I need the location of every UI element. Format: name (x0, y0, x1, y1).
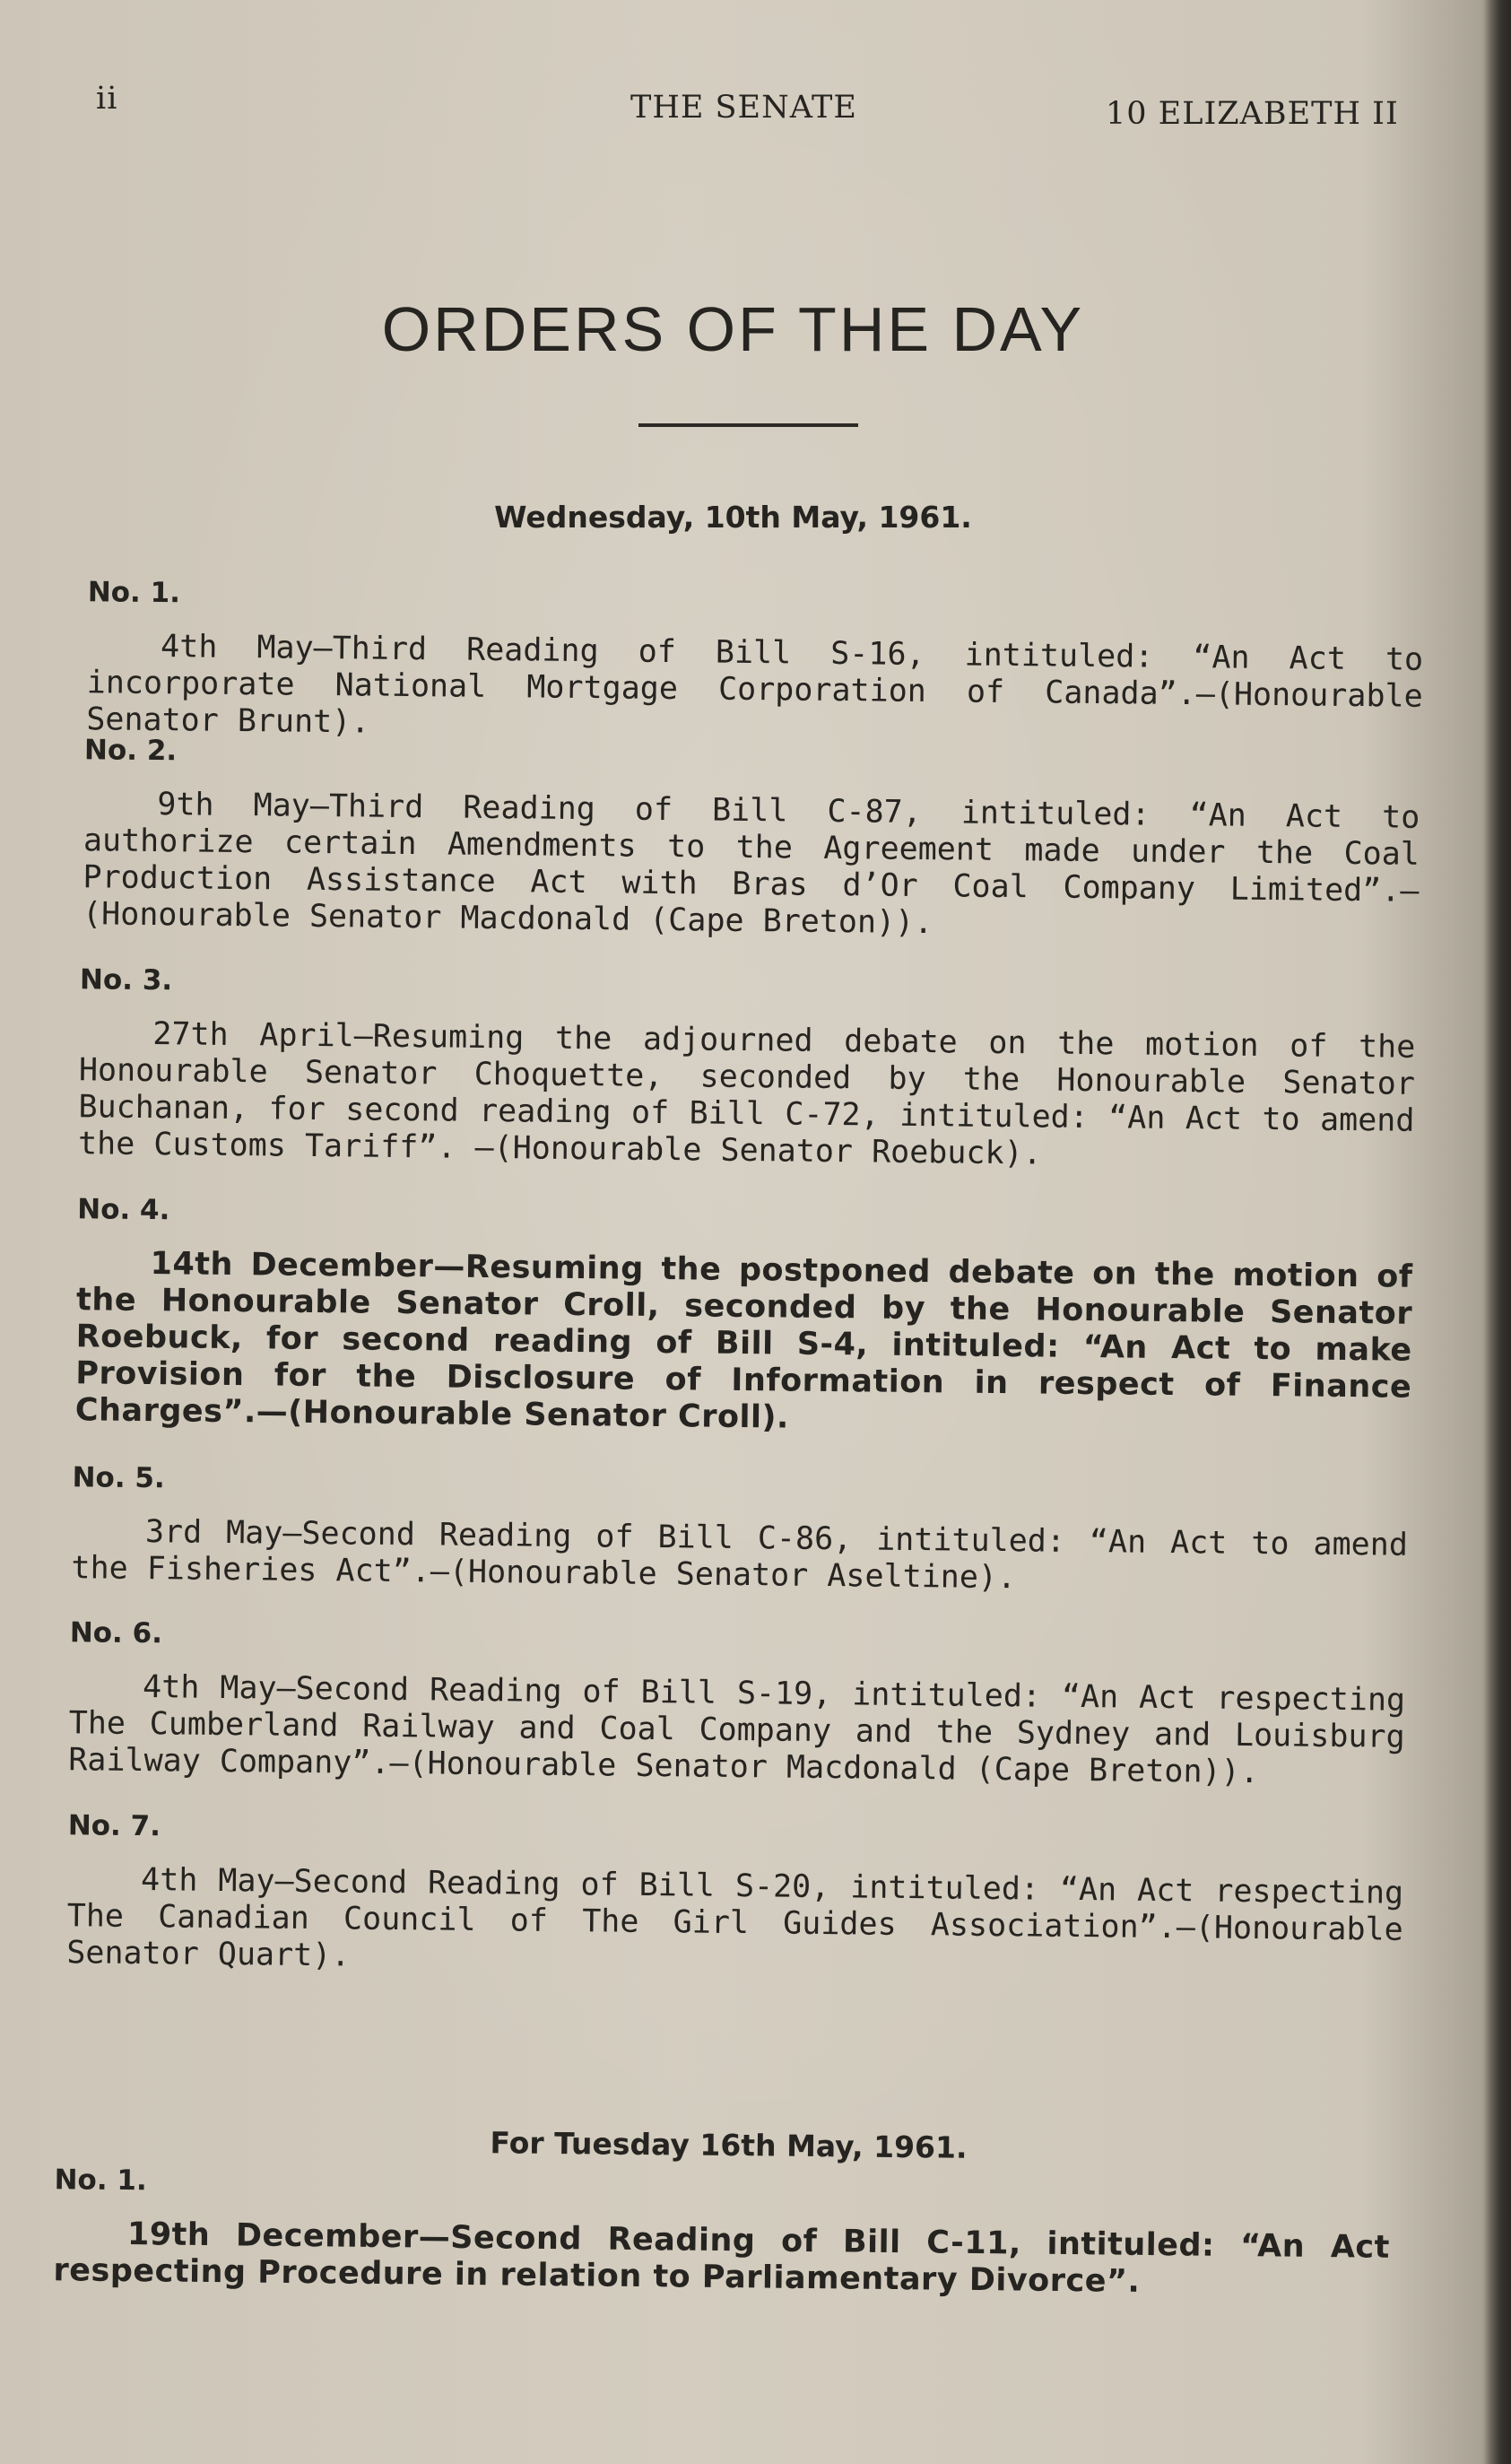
order-number: No. 5. (72, 1461, 165, 1495)
order-item (78, 963, 1416, 1177)
order-item (86, 576, 1424, 753)
order-number: No. 1. (87, 576, 181, 610)
order-number: No. 1. (54, 2164, 147, 2198)
order-text: 27th April—Resuming the adjourned debate on the motion of the Honourable Senator Choquette, seconded by the Honourable Senator Buchanan, for second reading of Bill C-72, intituled: “An Act to amend the Customs Tariff”. —(Honourable Senator Roebuck). (77, 1016, 1416, 1172)
order-item (53, 2164, 1390, 2303)
order-item (82, 734, 1420, 947)
running-header-title: THE SENATE (630, 90, 857, 126)
section-date: For Tuesday 16th May, 1961. (490, 2125, 968, 2165)
order-item (68, 1616, 1406, 1793)
regnal-year: 10 ELIZABETH II (1106, 96, 1399, 132)
order-text: 4th May—Third Reading of Bill S-16, intituled: “An Act to incorporate National Mortgage Corporation of Canada”.—(Honourable Senator Brunt). (86, 629, 1424, 741)
book-spine-shadow (1484, 0, 1511, 2464)
order-text: 9th May—Third Reading of Bill C-87, intituled: “An Act to authorize certain Amendments to the Agreement made under the Coal Production Assistance Act with Bras d’Or Coal Company Limited”.—(Honourable Senator Macdonald (Cape Breton)). (82, 787, 1420, 942)
order-number: No. 2. (83, 734, 178, 768)
order-text: 4th May—Second Reading of Bill S-20, intituled: “An Act respecting The Canadian Council of The Girl Guides Association”.—(Honourable Senator Quart). (66, 1862, 1404, 1974)
document-title: ORDERS OF THE DAY (381, 294, 1085, 364)
order-item (75, 1193, 1414, 1443)
order-item (66, 1809, 1404, 1986)
order-text: 4th May—Second Reading of Bill S-19, intituled: “An Act respecting The Cumberland Railway and Coal Company and the Sydney and Louisburg Railway Company”.—(Honourable Senator Macdonald (Cape Breton)). (68, 1669, 1406, 1791)
order-text: 19th December—Second Reading of Bill C-11, intituled: “An Act respecting Procedure in relation to Parliamentary Divorce”. (53, 2216, 1391, 2300)
section-date: Wednesday, 10th May, 1961. (494, 500, 972, 535)
order-number: No. 6. (69, 1616, 163, 1650)
page-number: ii (96, 81, 118, 117)
title-rule (638, 423, 858, 427)
order-number: No. 3. (79, 963, 173, 997)
order-number: No. 7. (67, 1809, 161, 1843)
order-number: No. 4. (77, 1193, 170, 1227)
order-item (71, 1461, 1408, 1601)
order-text: 3rd May—Second Reading of Bill C-86, intituled: “An Act to amend the Fisheries Act”.—(Honourable Senator Aseltine). (71, 1514, 1409, 1597)
order-text: 14th December—Resuming the postponed debate on the motion of the Honourable Senator Croll, seconded by the Honourable Senator Roebuck, for second reading of Bill S-4, intituled: “An Act to make Provision for the Disclosure of Information in respect of Finance Charges”.—(Honourable Senator Croll). (74, 1246, 1413, 1436)
